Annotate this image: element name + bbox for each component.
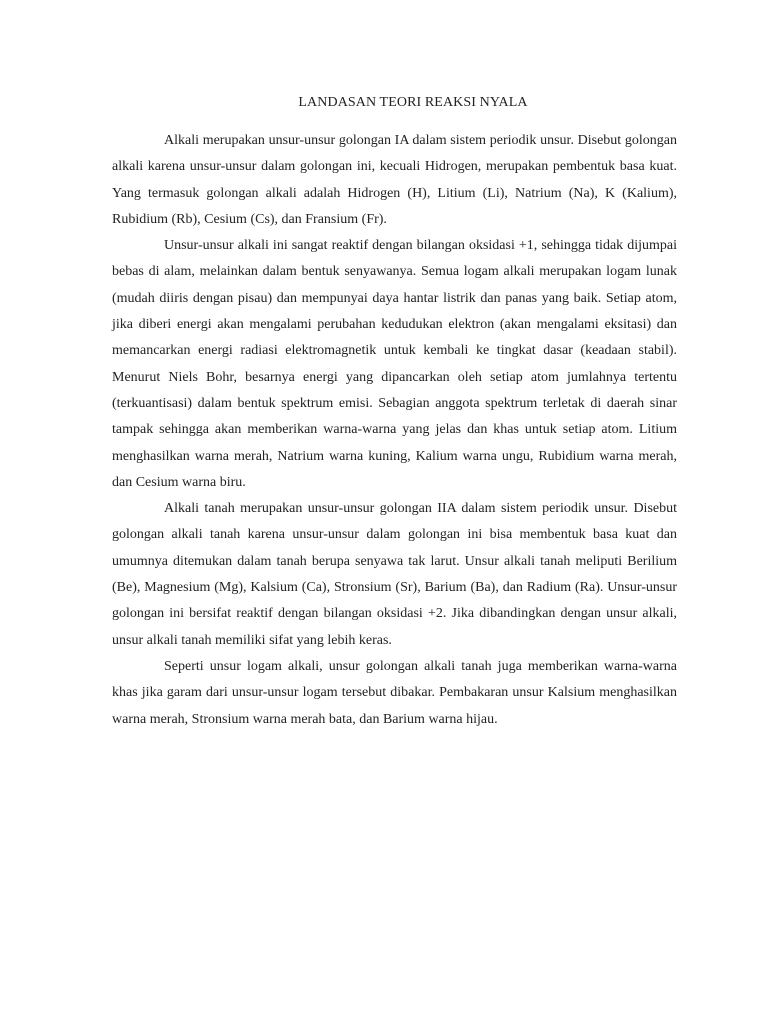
paragraph-alkaline-earth-definition: Alkali tanah merupakan unsur-unsur golongan IIA dalam sistem periodik unsur. Disebut golongan alkali tanah karena unsur-unsur dalam golongan ini bisa membentuk basa kuat dan umumnya ditemukan dalam tanah berupa senyawa tak larut. Unsur alkali tanah meliputi Berilium (Be), Magnesium (Mg), Kalsium (Ca), Stronsium (Sr), Barium (Ba), dan Radium (Ra). Unsur-unsur golongan ini bersifat reaktif dengan bilangan oksidasi +2. Jika dibandingkan dengan unsur alkali, unsur alkali tanah memiliki sifat yang lebih keras. [112,501,677,648]
paragraph-alkali-definition: Alkali merupakan unsur-unsur golongan IA dalam sistem periodik unsur. Disebut golongan alkali karena unsur-unsur dalam golongan ini, kecuali Hidrogen, merupakan pembentuk basa kuat. Yang termasuk golongan alkali adalah Hidrogen (H), Litium (Li), Natrium (Na), K (Kalium), Rubidium (Rb), Cesium (Cs), dan Fransium (Fr). [112,133,677,227]
paragraph-alkali-properties: Unsur-unsur alkali ini sangat reaktif dengan bilangan oksidasi +1, sehingga tidak dijumpai bebas di alam, melainkan dalam bentuk senyawanya. Semua logam alkali merupakan logam lunak (mudah diiris dengan pisau) dan mempunyai daya hantar listrik dan panas yang baik. Setiap atom, jika diberi energi akan mengalami perubahan kedudukan elektron (akan mengalami eksitasi) dan memancarkan energi radiasi elektromagnetik untuk kembali ke tingkat dasar (keadaan stabil). Menurut Niels Bohr, besarnya energi yang dipancarkan oleh setiap atom jumlahnya tertentu (terkuantisasi) dalam bentuk spektrum emisi. Sebagian anggota spektrum terletak di daerah sinar tampak sehingga akan memberikan warna-warna yang jelas dan khas untuk setiap atom. Litium menghasilkan warna merah, Natrium warna kuning, Kalium warna ungu, Rubidium warna merah, dan Cesium warna biru. [112,238,677,490]
document-title: LANDASAN TEORI REAKSI NYALA [298,95,528,110]
document-body [112,90,677,733]
paragraph-alkaline-earth-flame-colors: Seperti unsur logam alkali, unsur golongan alkali tanah juga memberikan warna-warna khas jika garam dari unsur-unsur logam tersebut dibakar. Pembakaran unsur Kalsium menghasilkan warna merah, Stronsium warna merah bata, dan Barium warna hijau. [112,658,677,727]
